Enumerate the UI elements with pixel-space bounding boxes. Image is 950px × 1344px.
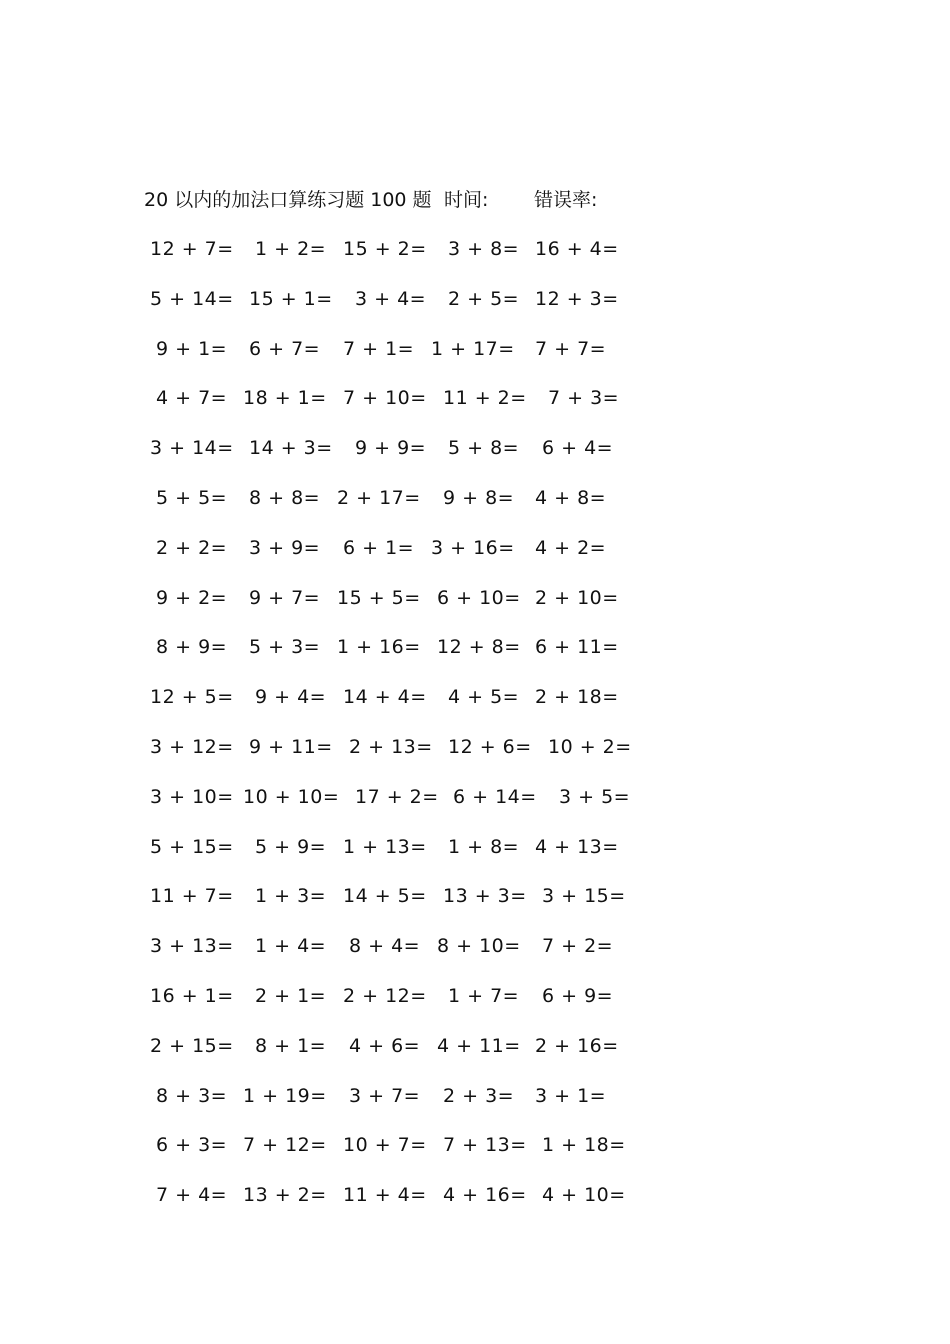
problem-row bbox=[0, 930, 950, 980]
problem-item: 4 + 7= bbox=[156, 387, 228, 410]
problem-item: 4 + 8= bbox=[535, 486, 607, 509]
problem-item: 3 + 12= bbox=[150, 735, 234, 758]
problem-item: 2 + 15= bbox=[150, 1034, 234, 1057]
problem-item: 1 + 4= bbox=[255, 935, 327, 958]
problem-item: 16 + 4= bbox=[535, 238, 619, 260]
problem-item: 1 + 18= bbox=[542, 1134, 626, 1157]
problem-item: 3 + 13= bbox=[150, 935, 234, 958]
problem-row bbox=[0, 233, 950, 283]
problem-row bbox=[0, 1129, 950, 1179]
problem-item: 14 + 5= bbox=[343, 885, 427, 908]
problem-item: 11 + 2= bbox=[443, 387, 527, 410]
problem-item: 11 + 4= bbox=[343, 1184, 427, 1207]
problem-item: 1 + 7= bbox=[448, 984, 520, 1007]
problem-item: 3 + 16= bbox=[431, 536, 515, 559]
problem-item: 2 + 12= bbox=[343, 984, 427, 1007]
problem-row bbox=[0, 681, 950, 731]
problem-item: 10 + 7= bbox=[343, 1134, 427, 1157]
problem-item: 3 + 7= bbox=[349, 1084, 421, 1107]
time-label: 时间: bbox=[444, 189, 489, 211]
problem-item: 16 + 1= bbox=[150, 984, 234, 1007]
problem-row bbox=[0, 1030, 950, 1080]
problem-item: 8 + 3= bbox=[156, 1084, 228, 1107]
problem-item: 7 + 10= bbox=[343, 387, 427, 410]
problem-item: 7 + 1= bbox=[343, 337, 415, 360]
problem-item: 7 + 13= bbox=[443, 1134, 527, 1157]
problem-item: 4 + 16= bbox=[443, 1184, 527, 1207]
problem-item: 12 + 3= bbox=[535, 287, 619, 310]
problem-row bbox=[0, 582, 950, 632]
problem-item: 12 + 6= bbox=[448, 735, 532, 758]
problem-row bbox=[0, 382, 950, 432]
problem-row bbox=[0, 432, 950, 482]
problem-item: 5 + 5= bbox=[156, 486, 228, 509]
problem-item: 3 + 10= bbox=[150, 785, 234, 808]
problem-item: 8 + 1= bbox=[255, 1034, 327, 1057]
problem-item: 1 + 16= bbox=[337, 636, 421, 659]
problem-item: 7 + 2= bbox=[542, 935, 614, 958]
problem-item: 3 + 4= bbox=[355, 287, 427, 310]
problem-item: 4 + 5= bbox=[448, 686, 520, 709]
problem-item: 4 + 6= bbox=[349, 1034, 421, 1057]
problem-item: 15 + 1= bbox=[249, 287, 333, 310]
problem-item: 2 + 18= bbox=[535, 686, 619, 709]
problem-item: 13 + 2= bbox=[243, 1184, 327, 1207]
problem-item: 5 + 3= bbox=[249, 636, 321, 659]
problem-row bbox=[0, 1080, 950, 1130]
problem-item: 14 + 4= bbox=[343, 686, 427, 709]
problem-item: 3 + 8= bbox=[448, 238, 520, 260]
problem-item: 6 + 3= bbox=[156, 1134, 228, 1157]
problem-item: 18 + 1= bbox=[243, 387, 327, 410]
problem-row bbox=[0, 283, 950, 333]
problem-item: 6 + 4= bbox=[542, 437, 614, 460]
problem-item: 8 + 4= bbox=[349, 935, 421, 958]
problem-item: 8 + 9= bbox=[156, 636, 228, 659]
problem-row bbox=[0, 980, 950, 1030]
problem-item: 14 + 3= bbox=[249, 437, 333, 460]
problem-item: 12 + 5= bbox=[150, 686, 234, 709]
problem-item: 2 + 3= bbox=[443, 1084, 515, 1107]
problem-item: 9 + 4= bbox=[255, 686, 327, 709]
problem-item: 4 + 11= bbox=[437, 1034, 521, 1057]
problem-item: 8 + 10= bbox=[437, 935, 521, 958]
problem-item: 5 + 9= bbox=[255, 835, 327, 858]
problem-item: 2 + 1= bbox=[255, 984, 327, 1007]
problem-item: 6 + 9= bbox=[542, 984, 614, 1007]
problem-item: 12 + 7= bbox=[150, 238, 234, 260]
problem-item: 7 + 7= bbox=[535, 337, 607, 360]
problem-item: 2 + 13= bbox=[349, 735, 433, 758]
problem-item: 5 + 14= bbox=[150, 287, 234, 310]
problem-item: 17 + 2= bbox=[355, 785, 439, 808]
problem-item: 7 + 12= bbox=[243, 1134, 327, 1157]
problem-item: 3 + 1= bbox=[535, 1084, 607, 1107]
problem-row bbox=[0, 532, 950, 582]
problem-item: 9 + 7= bbox=[249, 586, 321, 609]
problem-row bbox=[0, 333, 950, 383]
problem-item: 2 + 2= bbox=[156, 536, 228, 559]
problem-item: 1 + 8= bbox=[448, 835, 520, 858]
problem-item: 5 + 8= bbox=[448, 437, 520, 460]
problem-item: 1 + 17= bbox=[431, 337, 515, 360]
problem-item: 15 + 2= bbox=[343, 238, 427, 260]
problem-item: 9 + 11= bbox=[249, 735, 333, 758]
problem-row bbox=[0, 731, 950, 781]
problem-item: 9 + 9= bbox=[355, 437, 427, 460]
problem-item: 2 + 10= bbox=[535, 586, 619, 609]
problem-item: 4 + 2= bbox=[535, 536, 607, 559]
problem-item: 3 + 9= bbox=[249, 536, 321, 559]
problem-item: 9 + 2= bbox=[156, 586, 228, 609]
problem-item: 15 + 5= bbox=[337, 586, 421, 609]
problem-item: 12 + 8= bbox=[437, 636, 521, 659]
problem-item: 3 + 15= bbox=[542, 885, 626, 908]
worksheet-header bbox=[144, 186, 664, 214]
problem-item: 2 + 16= bbox=[535, 1034, 619, 1057]
problem-item: 6 + 1= bbox=[343, 536, 415, 559]
problem-item: 1 + 2= bbox=[255, 238, 327, 260]
problem-item: 3 + 14= bbox=[150, 437, 234, 460]
worksheet-title: 20 以内的加法口算练习题 100 题 bbox=[144, 189, 432, 211]
problem-item: 6 + 7= bbox=[249, 337, 321, 360]
problem-item: 8 + 8= bbox=[249, 486, 321, 509]
problem-row bbox=[0, 1179, 950, 1229]
problem-item: 9 + 8= bbox=[443, 486, 515, 509]
problem-row bbox=[0, 880, 950, 930]
problem-item: 6 + 10= bbox=[437, 586, 521, 609]
problem-item: 3 + 5= bbox=[559, 785, 631, 808]
problem-item: 2 + 17= bbox=[337, 486, 421, 509]
problem-row bbox=[0, 831, 950, 881]
problem-item: 6 + 11= bbox=[535, 636, 619, 659]
problem-item: 11 + 7= bbox=[150, 885, 234, 908]
problem-item: 2 + 5= bbox=[448, 287, 520, 310]
problem-row bbox=[0, 781, 950, 831]
problem-item: 1 + 19= bbox=[243, 1084, 327, 1107]
problem-row bbox=[0, 482, 950, 532]
problem-grid bbox=[0, 233, 950, 1229]
problem-item: 1 + 13= bbox=[343, 835, 427, 858]
problem-item: 7 + 4= bbox=[156, 1184, 228, 1207]
problem-item: 10 + 2= bbox=[548, 735, 632, 758]
problem-item: 1 + 3= bbox=[255, 885, 327, 908]
problem-item: 9 + 1= bbox=[156, 337, 228, 360]
problem-item: 6 + 14= bbox=[453, 785, 537, 808]
error-rate-label: 错误率: bbox=[534, 189, 598, 211]
problem-row bbox=[0, 631, 950, 681]
problem-item: 10 + 10= bbox=[243, 785, 340, 808]
problem-item: 13 + 3= bbox=[443, 885, 527, 908]
problem-item: 4 + 10= bbox=[542, 1184, 626, 1207]
problem-item: 5 + 15= bbox=[150, 835, 234, 858]
problem-item: 4 + 13= bbox=[535, 835, 619, 858]
problem-item: 7 + 3= bbox=[548, 387, 620, 410]
